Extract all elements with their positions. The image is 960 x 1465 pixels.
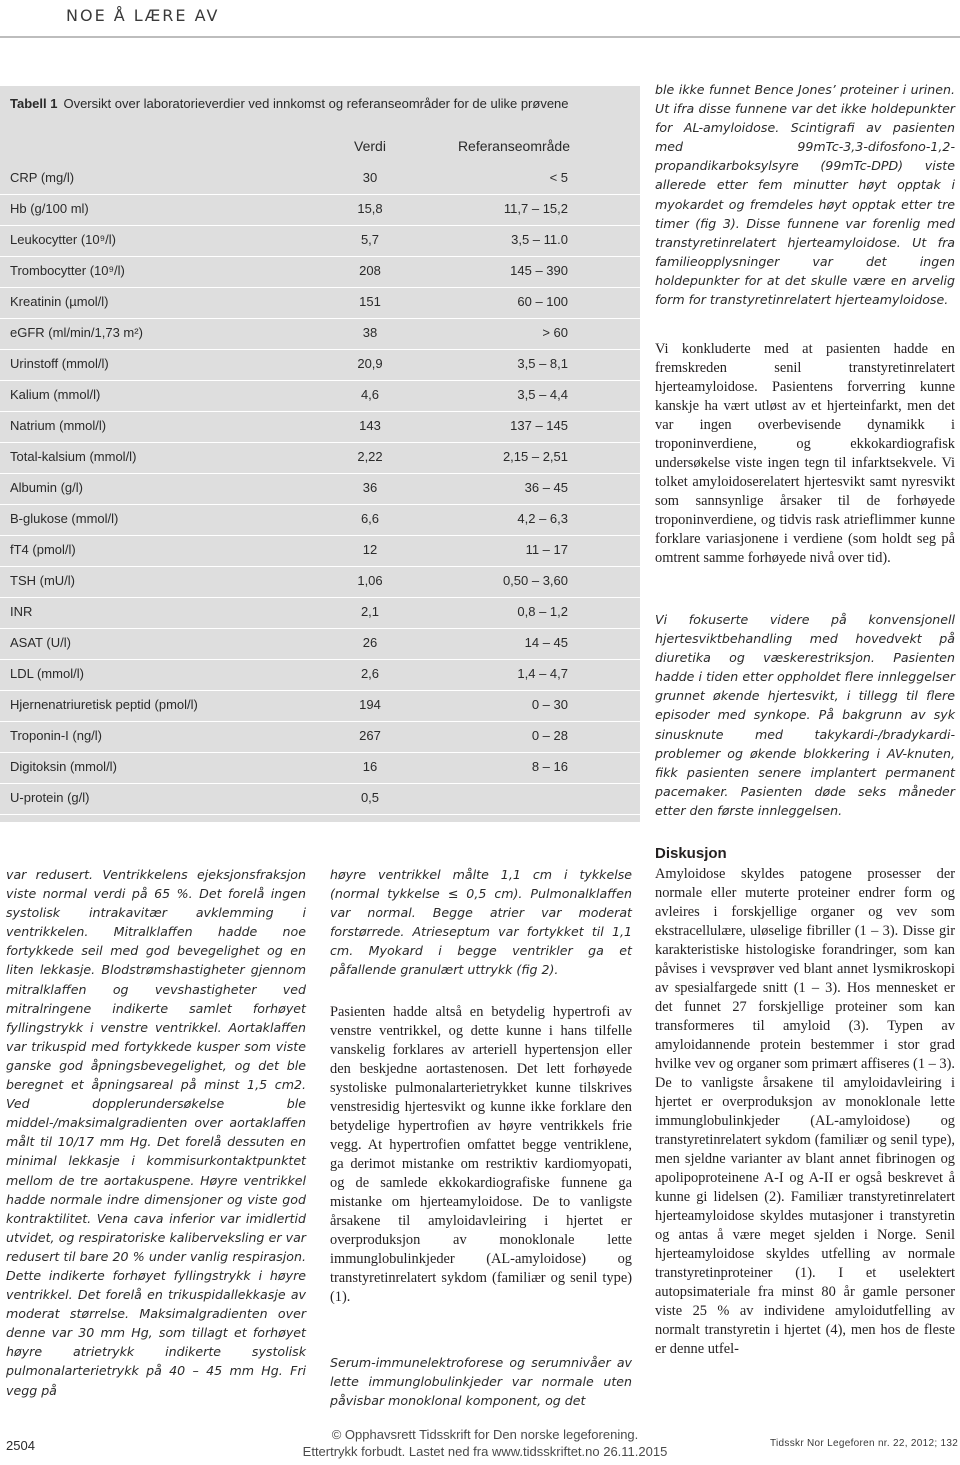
cell-test-name: CRP (mg/l) xyxy=(10,170,75,185)
cell-test-name: Trombocytter (10⁹/l) xyxy=(10,263,125,278)
table-row xyxy=(0,691,640,722)
cell-value: 16 xyxy=(362,759,378,774)
cell-value: 5,7 xyxy=(360,232,380,247)
cell-value: 15,8 xyxy=(357,201,383,216)
discussion-paragraph: Amyloidose skyldes patogene prosesser der normale eller muterte proteiner endrer form og avleires i forskjellige organer og vev som ekstracellulære, uløselige fibriller (1 – 3). Disse gir karakteristiske histologiske forandringer, som kan påvises i vevsprøver ved blant annet lysmikroskopi av spesialfargede snitt (1 – 3). Hos mennesket er det funnet 27 forskjellige proteiner som kan transformeres til amyloid (3). Typen av amyloidannende protein bestemmer i stor grad hvilke vev og organer som primært affiseres (1 – 3). De to vanligste årsakene til amyloidavleiring i hjertet er overproduksjon av monoklonale lette immunglobulinkjeder (AL-amyloidose) og transtyretinrelatert sykdom (familiær og senil type), men sjeldne varianter av blant annet fibrinogen og apolipoproteinene A-I og A-II er også beskrevet å kunne gi lidelsen (2). Familiær transtyretinrelatert hjerteamyloidose skyldes mutasjoner i transtyretin og antas å være meget sjelden i Norge. Senil hjerteamyloidose skyldes utfelling av normale transtyretinproteiner (1). I et uselektert autopsimateriale fra minst 80 år gamle personer viste 25 % av individene amyloidutfelling av normalt transtyretin i hjertet (4), men hos de fleste er denne utfel- xyxy=(655,866,956,1357)
cell-reference: 11 – 17 xyxy=(525,542,568,557)
discussion-heading: Diskusjon xyxy=(655,845,727,862)
middle-italic-paragraph-2: Serum-immunelektroforese og serumnivåer av lette immunglobulinkjeder var normale uten påvisbar monoklonal komponent, og det xyxy=(330,1355,632,1409)
cell-reference: 145 – 390 xyxy=(510,263,568,278)
cell-test-name: Hb (g/100 ml) xyxy=(10,201,89,216)
cell-reference: 0 – 30 xyxy=(531,697,568,712)
cell-value: 4,6 xyxy=(360,387,380,402)
table-row xyxy=(0,443,640,474)
cell-test-name: Digitoksin (mmol/l) xyxy=(10,759,117,774)
cell-test-name: Kalium (mmol/l) xyxy=(10,387,101,402)
cell-test-name: Kreatinin (µmol/l) xyxy=(10,294,109,309)
table-row xyxy=(0,195,640,226)
cell-reference: 3,5 – 11.0 xyxy=(511,232,568,247)
cell-reference: 0 – 28 xyxy=(531,728,568,743)
table-row xyxy=(0,722,640,753)
page-number: 2504 xyxy=(6,1438,35,1453)
left-italic-paragraph: var redusert. Ventrikkelens ejeksjonsfraksjon viste normal verdi på 65 %. Det forelå ingen systolisk intrakavitær avklemming i ventrikkelen. Mitralklaffen hadde noe fortykkede seil med god bevegelighet og en liten lekkasje. Blodstrømshastigheter gjennom mitralklaffen og vevshastigheter ved mitralringene indikerte samlet forhøyet fyllingstrykk i venstre ventrikkel. Aortaklaffen var trikuspid med fortykkede kusper som viste ganske god åpningsbevegelighet, og det ble beregnet et åpningsareal på minst 1,5 cm2. Ved dopplerundersøkelse ble middel-/maksimalgradienten over aortaklaffen målt til 10/17 mm Hg. Det forelå dessuten en minimal lekkasje i kommisurkontaktpunktet mellom de tre aortakuspene. Høyre ventrikkel hadde normale indre dimensjoner og viste god kontraktilitet. Vena cava inferior var imidlertid utvidet, og respiratoriske kaliberveksling er var redusert til bare 20 % under vanlig respirasjon. Dette indikerte forhøyet fyllingstrykk i høyre ventrikkel. Det forelå en trikuspidallekkasje av moderat størrelse. Maksimalgradienten over denne var 30 mm Hg, som tillagt et forhøyet høyre atrietrykk indikerte systolisk pulmonalarterietrykk på 40 – 45 mm Hg. Fri vegg på xyxy=(6,867,306,1398)
middle-serif-paragraph: Pasienten hadde altså en betydelig hypertrofi av venstre ventrikkel, og dette kunne i hans tilfelle vanskelig forklares av arteriell hypertensjon eller den beskjedne aortastenosen. Det lett forhøyede systoliske pulmonalarterietrykket kunne tilskrives venstresidig hjertesvikt og kunne ikke forklare den betydelige hypertrofien av høyre ventrikkels frie vegg. At hypertrofien omfattet begge ventriklene, ga derimot mistanke om restriktiv kardiomyopati, og de samlede ekkokardiografiske funnene ga mistanke om hjerteamyloidose. De to vanligste årsakene til amyloidavleiring i hjertet er overproduksjon av monoklonale lette immunglobulinkjeder (AL-amyloidose) og transtyretinrelatert sykdom (familiær og senil type) (1). xyxy=(330,1004,632,1305)
cell-test-name: INR xyxy=(10,604,33,619)
cell-reference: > 60 xyxy=(542,325,568,340)
table-row xyxy=(0,567,640,598)
table-caption-text: Oversikt over laboratorieverdier ved innkomst og referanseområder for de ulike prøvene xyxy=(63,96,569,111)
cell-reference: 60 – 100 xyxy=(517,294,568,309)
table-row xyxy=(0,474,640,505)
cell-reference: 8 – 16 xyxy=(531,759,568,774)
cell-reference: 2,15 – 2,51 xyxy=(502,449,568,464)
cell-reference: 1,4 – 4,7 xyxy=(517,666,568,681)
cell-value: 194 xyxy=(359,697,381,712)
table-row xyxy=(0,660,640,691)
cell-reference: 14 – 45 xyxy=(524,635,568,650)
journal-info: Tidsskr Nor Legeforen nr. 22, 2012; 132 xyxy=(770,1438,959,1449)
copyright-notice xyxy=(300,1426,670,1460)
column-header-value: Verdi xyxy=(354,138,386,154)
right-italic-paragraph-1 xyxy=(655,80,955,309)
table-row xyxy=(0,412,640,443)
section-title: NOE Å LÆRE AV xyxy=(66,6,220,25)
table-row xyxy=(0,288,640,319)
table-row xyxy=(0,598,640,629)
cell-reference: < 5 xyxy=(549,170,568,185)
cell-value: 1,06 xyxy=(357,573,383,588)
cell-value: 12 xyxy=(362,542,378,557)
table-row xyxy=(0,536,640,567)
table-row xyxy=(0,226,640,257)
middle-italic-paragraph-1: høyre ventrikkel målte 1,1 cm i tykkelse (normal tykkelse ≤ 0,5 cm). Pulmonalklaffen var normal. Begge atrier var moderat forstørrede. Atrieseptum var fortykket til 1,1 cm. Myokard i begge ventrikler ga et påfallende granulært uttrykk (fig 2). xyxy=(330,867,632,978)
cell-reference: 3,5 – 4,4 xyxy=(517,387,568,402)
cell-value: 151 xyxy=(359,294,381,309)
table-row xyxy=(0,784,640,815)
cell-reference: 36 – 45 xyxy=(524,480,568,495)
cell-test-name: fT4 (pmol/l) xyxy=(10,542,76,557)
table-row xyxy=(0,319,640,350)
cell-reference: 0,8 – 1,2 xyxy=(517,604,568,619)
cell-test-name: Urinstoff (mmol/l) xyxy=(10,356,109,371)
column-header-reference: Referanseområde xyxy=(457,138,570,154)
cell-value: 143 xyxy=(359,418,381,433)
cell-reference: 3,5 – 8,1 xyxy=(517,356,568,371)
cell-test-name: U-protein (g/l) xyxy=(10,790,90,805)
cell-test-name: Leukocytter (10⁹/l) xyxy=(10,232,116,247)
cell-test-name: Hjernenatriuretisk peptid (pmol/l) xyxy=(10,697,198,712)
table-caption xyxy=(10,96,569,111)
table-row xyxy=(0,350,640,381)
table-row xyxy=(0,505,640,536)
copyright-line-2: Ettertrykk forbudt. Lastet ned fra www.tidsskriftet.no 26.11.2015 xyxy=(302,1444,668,1459)
cell-value: 26 xyxy=(362,635,378,650)
cell-test-name: Total-kalsium (mmol/l) xyxy=(10,449,137,464)
cell-test-name: eGFR (ml/min/1,73 m²) xyxy=(10,325,143,340)
cell-reference: 4,2 – 6,3 xyxy=(517,511,568,526)
table-row xyxy=(0,164,640,195)
table-label: Tabell 1 xyxy=(10,96,58,111)
cell-test-name: Albumin (g/l) xyxy=(10,480,83,495)
cell-value: 38 xyxy=(362,325,378,340)
cell-test-name: Natrium (mmol/l) xyxy=(10,418,107,433)
cell-value: 30 xyxy=(362,170,378,185)
right-italic-text-1: ble ikke funnet Bence Jones’ proteiner i urinen. Ut ifra disse funnene var det ikke holdepunkter for AL-amyloidose. Scintigrafi av pasienten med 99mTc-3,3-difosfono-1,2-propandikarboksylsyre (99mTc-DPD) viste allerede etter fem minutter høyt opptak i myokardet og fremdeles høyt opptak etter tre timer (fig 3). Disse funnene var forenlig med transtyretinrelatert hjerteamyloidose. Ut fra familieopplysninger var det ingen holdepunkter for at det skulle være en arvelig form for transtyretinrelatert hjerteamyloidose. xyxy=(655,82,955,308)
copyright-line-1: © Opphavsrett Tidsskrift for Den norske legeforening. xyxy=(331,1427,639,1442)
cell-value: 6,6 xyxy=(360,511,380,526)
cell-reference: 137 – 145 xyxy=(510,418,568,433)
cell-reference: 0,50 – 3,60 xyxy=(502,573,568,588)
cell-test-name: Troponin-I (ng/l) xyxy=(10,728,102,743)
table-row xyxy=(0,381,640,412)
cell-reference: 11,7 – 15,2 xyxy=(503,201,568,216)
cell-value: 2,1 xyxy=(360,604,380,619)
cell-value: 2,6 xyxy=(360,666,380,681)
cell-value: 2,22 xyxy=(357,449,383,464)
right-serif-paragraph-1: Vi konkluderte med at pasienten hadde en fremskreden senil transtyretinrelatert hjerteamyloidose. Pasientens forverring kunne kanskje ha vært utløst av et hjerteinfarkt, men det var ingen overbevisende dynamikk i troponinverdiene, og ekkokardiografisk undersøkelse viste ingen tegn til infarktsekvele. Vi tolket amyloidoserelatert hjertesvikt samt nyresvikt som sannsynlige årsaker til de forhøyede troponinverdiene, og tidvis rask atrieflimmer kunne forklare variasjonene i verdiene (som holdt seg på omtrent samme forhøyede nivå over tid). xyxy=(655,341,955,566)
header-divider xyxy=(0,36,960,38)
cell-test-name: ASAT (U/l) xyxy=(10,635,71,650)
table-row xyxy=(0,629,640,660)
table-row xyxy=(0,753,640,784)
row-divider xyxy=(0,814,640,815)
cell-value: 267 xyxy=(359,728,381,743)
cell-test-name: TSH (mU/l) xyxy=(10,573,75,588)
cell-value: 20,9 xyxy=(357,356,383,371)
table-row xyxy=(0,257,640,288)
cell-value: 36 xyxy=(362,480,378,495)
cell-test-name: LDL (mmol/l) xyxy=(10,666,84,681)
right-italic-paragraph-2: Vi fokuserte videre på konvensjonell hjertesviktbehandling med hovedvekt på diuretika og væskerestriksjon. Pasienten hadde i tiden etter oppholdet flere innleggelser grunnet økende hjertesvikt, i tillegg til flere episoder med synkope. På bakgrunn av syk sinusknute med takykardi-/bradykardi-problemer og økende blokkering i AV-knuten, fikk pasienten senere implantert permanent pacemaker. Pasienten døde seks måneder etter den første innleggelsen. xyxy=(655,612,955,818)
cell-test-name: B-glukose (mmol/l) xyxy=(10,511,119,526)
cell-value: 0,5 xyxy=(360,790,380,805)
cell-value: 208 xyxy=(359,263,381,278)
